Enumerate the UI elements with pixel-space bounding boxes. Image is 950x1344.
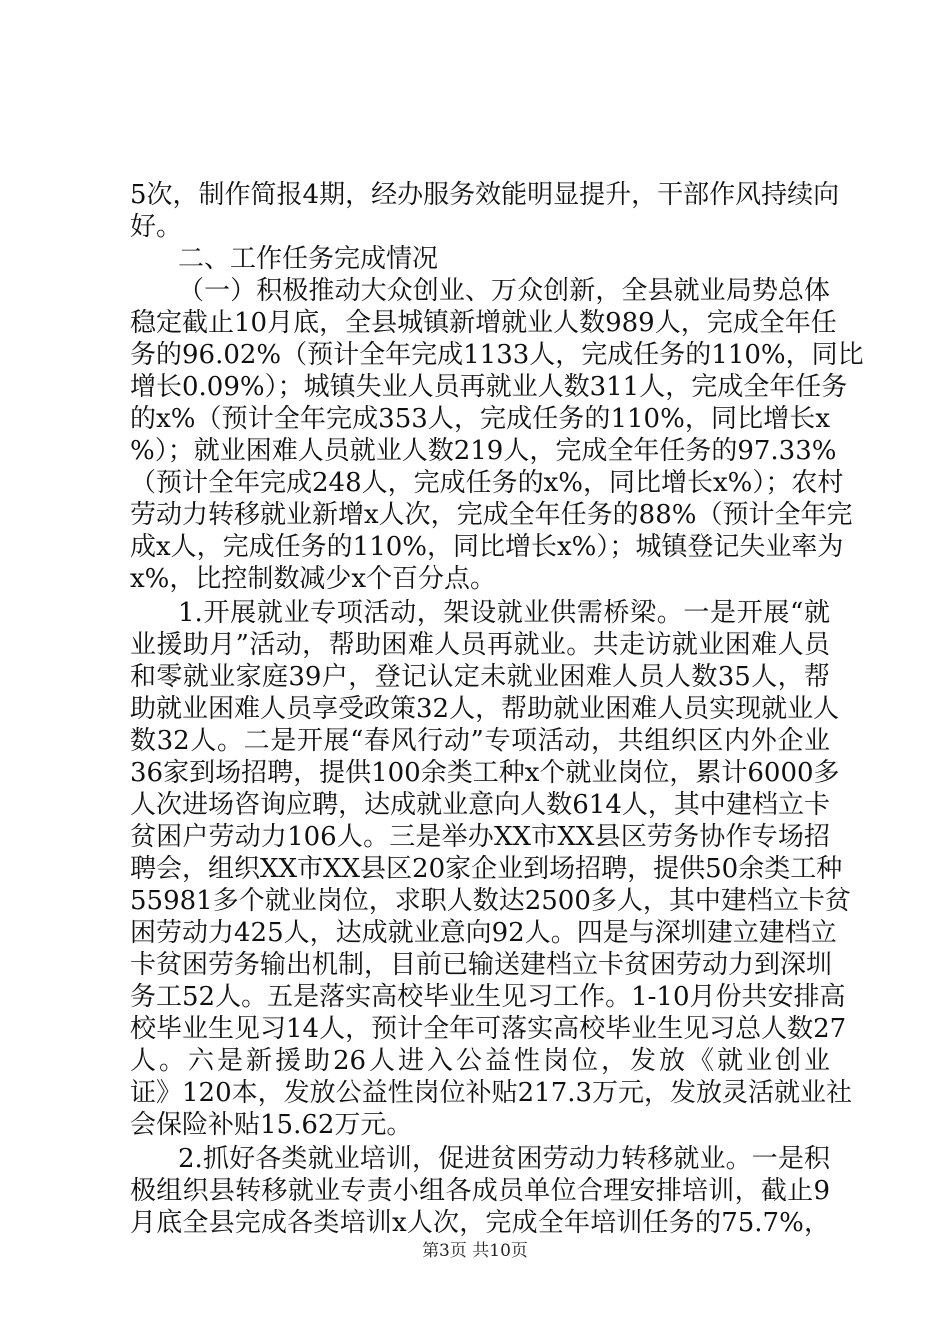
body-text-line: 人。六是新援助26人进入公益性岗位，发放《就业创业 <box>130 1046 830 1076</box>
body-text-line: 55981多个就业岗位，求职人数达2500多人，其中建档立卡贫 <box>130 886 851 916</box>
body-text-line: 好。 <box>130 212 183 242</box>
body-text-line: 业援助月”活动，帮助困难人员再就业。共走访就业困难人员 <box>130 630 830 660</box>
page-number-footer: 第3页 共10页 <box>422 1241 528 1261</box>
body-text-line: %）；就业困难人员就业人数219人，完成全年任务的97.33% <box>130 436 837 466</box>
body-text-line: 稳定截止10月底，全县城镇新增就业人数989人，完成全年任 <box>130 308 837 338</box>
body-text-line: 贫困户劳动力106人。三是举办XX市XX县区劳务协作专场招 <box>130 822 830 852</box>
body-text-line: 36家到场招聘，提供100余类工种x个就业岗位，累计6000多 <box>130 758 840 788</box>
body-text-line: 2.抓好各类就业培训，促进贫困劳动力转移就业。一是积 <box>178 1144 830 1174</box>
body-text-line: 校毕业生见习14人，预计全年可落实高校毕业生见习总人数27 <box>130 1014 847 1044</box>
body-text-line: 增长0.09%）；城镇失业人员再就业人数311人，完成全年任务 <box>130 372 848 402</box>
body-text-line: （预计全年完成248人，完成任务的x%，同比增长x%）；农村 <box>130 468 844 498</box>
body-text-line: 劳动力转移就业新增x人次，完成全年任务的88%（预计全年完 <box>130 500 853 530</box>
body-text-line: 聘会，组织XX市XX县区20家企业到场招聘，提供50余类工种 <box>130 854 843 884</box>
body-text-line: 人次进场咨询应聘，达成就业意向人数614人，其中建档立卡 <box>130 790 830 820</box>
body-text-line: 5次，制作简报4期，经办服务效能明显提升，干部作风持续向 <box>130 180 840 210</box>
body-text-line: 困劳动力425人，达成就业意向92人。四是与深圳建立建档立 <box>130 918 837 948</box>
body-text-line: （一）积极推动大众创业、万众创新，全县就业局势总体 <box>178 276 830 306</box>
body-text-line: 会保险补贴15.62万元。 <box>130 1110 413 1140</box>
section-heading: 二、工作任务完成情况 <box>178 244 439 274</box>
body-text-line: 和零就业家庭39户，登记认定未就业困难人员人数35人，帮 <box>130 662 830 692</box>
body-text-line: 务工52人。五是落实高校毕业生见习工作。1-10月份共安排高 <box>130 982 846 1012</box>
body-text-line: 数32人。二是开展“春风行动”专项活动，共组织区内外企业 <box>130 726 830 756</box>
body-text-line: 1.开展就业专项活动，架设就业供需桥梁。一是开展“就 <box>178 598 830 628</box>
body-text-line: 成x人，完成任务的110%，同比增长x%）；城镇登记失业率为 <box>130 532 844 562</box>
body-text-line: 月底全县完成各类培训x人次，完成全年培训任务的75.7%， <box>130 1208 830 1238</box>
body-text-line: 助就业困难人员享受政策32人，帮助就业困难人员实现就业人 <box>130 694 840 724</box>
body-text-line: 的x%（预计全年完成353人，完成任务的110%，同比增长x <box>130 404 830 434</box>
body-text-line: 证》120本，发放公益性岗位补贴217.3万元，发放灵活就业社 <box>130 1078 853 1108</box>
body-text-line: 极组织县转移就业专责小组各成员单位合理安排培训，截止9 <box>130 1176 830 1206</box>
body-text-line: 卡贫困劳务输出机制，目前已输送建档立卡贫困劳动力到深圳 <box>130 950 833 980</box>
body-text-line: x%，比控制数减少x个百分点。 <box>130 564 497 594</box>
body-text-line: 务的96.02%（预计全年完成1133人，完成任务的110%，同比 <box>130 340 864 370</box>
